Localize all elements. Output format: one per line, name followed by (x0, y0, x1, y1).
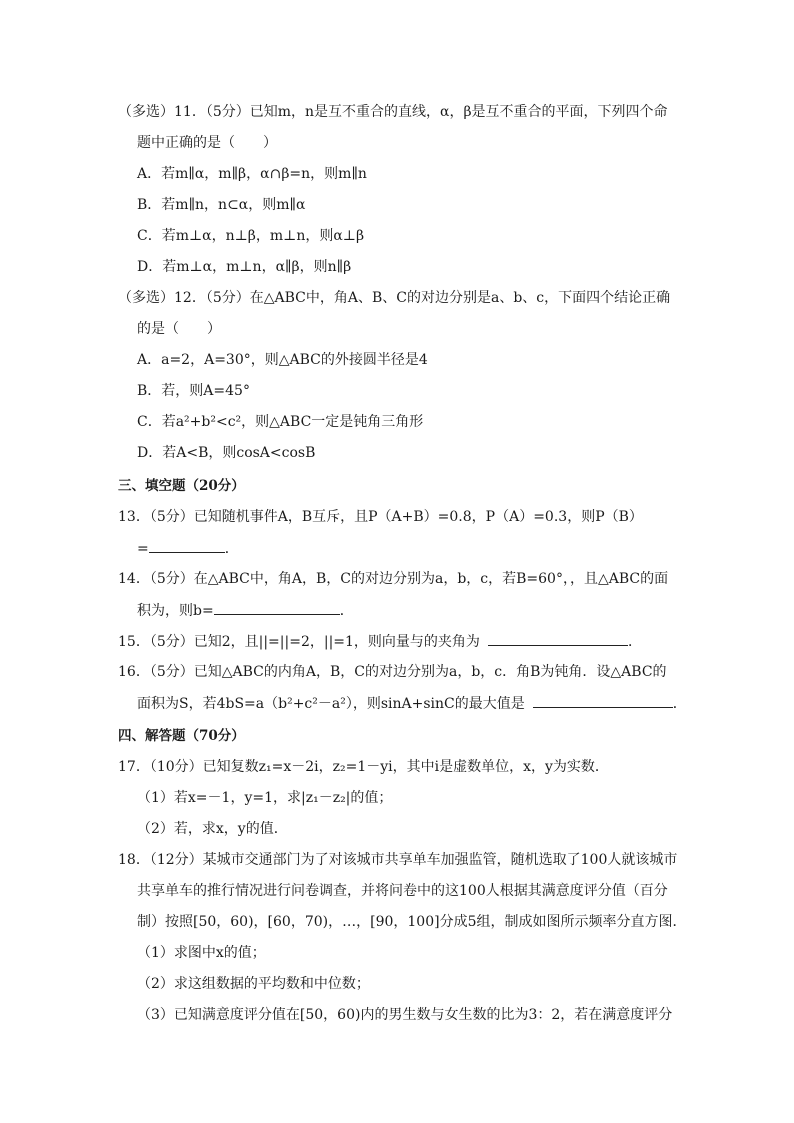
q12-stem-line1: （多选）12．（5分）在△ABC中，角A、B、C的对边分别是a、b、c，下面四个结论正确 (118, 290, 671, 306)
section-heading-solve: 四、解答题（70分） (118, 728, 245, 744)
q12-option-c: C．若a²+b²<c²，则△ABC一定是钝角三角形 (137, 414, 424, 430)
q11-option-b: B．若m∥n，n⊂α，则m∥α (137, 197, 306, 213)
q15-line1-prefix: 15．（5分）已知2，且||=||=2，||=1，则向量与的夹角为 (118, 634, 480, 650)
q12-option-a: A．a=2，A=30°，则△ABC的外接圆半径是4 (137, 352, 428, 368)
q11-option-a: A．若m∥α，m∥β，α∩β=n，则m∥n (137, 166, 367, 182)
q11-stem-line1: （多选）11．（5分）已知m，n是互不重合的直线，α，β是互不重合的平面，下列四个命 (118, 104, 668, 120)
q18-part-1: （1）求图中x的值； (137, 945, 266, 961)
q14-end-punct: ． (339, 603, 354, 619)
section-heading-fill-in: 三、填空题（20分） (118, 478, 245, 494)
q12-stem-line2: 的是（ ） (137, 321, 221, 337)
q14-line2-prefix: 积为，则b= (137, 603, 214, 619)
q15-line1 (118, 631, 642, 652)
q11-stem-line2: 题中正确的是（ ） (137, 135, 277, 151)
q18-part-3: （3）已知满意度评分值在[50，60)内的男生数与女生数的比为3：2，若在满意度评分 (137, 1007, 673, 1023)
q12-option-b: B．若，则A=45° (137, 383, 250, 399)
q18-part-2: （2）求这组数据的平均数和中位数； (137, 976, 370, 992)
q17-stem: 17．（10分）已知复数z₁=x－2i，z₂=1－yi，其中i是虚数单位，x，y为实数． (118, 759, 609, 775)
q11-option-d: D．若m⊥α，m⊥n，α∥β，则n∥β (137, 259, 352, 275)
q13-answer-blank (149, 538, 225, 553)
q16-line2 (137, 693, 687, 714)
q17-part-1: （1）若x=－1，y=1，求|z₁－z₂|的值； (137, 790, 393, 806)
q18-stem-line3: 制）按照[50，60)，[60，70)，…，[90，100]分成5组，制成如图所示频率分直方图． (137, 914, 687, 930)
q14-line1: 14．（5分）在△ABC中，角A，B，C的对边分别为a，b，c，若B=60°，，且△ABC的面 (118, 571, 669, 587)
q15-answer-blank (488, 631, 628, 646)
q14-answer-blank (214, 600, 340, 615)
q11-option-c: C．若m⊥α，n⊥β，m⊥n，则α⊥β (137, 228, 365, 244)
q18-stem-line1: 18．（12分）某城市交通部门为了对该城市共享单车加强监管，随机选取了100人就该城市 (118, 852, 678, 868)
q13-end-punct: ． (224, 541, 239, 557)
q16-line2-prefix: 面积为S，若4bS=a（b²+c²－a²），则sinA+sinC的最大值是 (137, 696, 525, 712)
q18-stem-line2: 共享单车的推行情况进行问卷调查，并将问卷中的这100人根据其满意度评分值（百分 (137, 883, 668, 899)
q13-line2 (137, 538, 239, 559)
q14-line2 (137, 600, 354, 621)
q17-part-2: （2）若，求x，y的值． (137, 821, 288, 837)
q16-end-punct: ． (672, 696, 687, 712)
q15-end-punct: ． (627, 634, 642, 650)
q13-line1: 13．（5分）已知随机事件A，B互斥，且P（A+B）=0.8，P（A）=0.3，则P（B） (118, 509, 643, 525)
q13-line2-prefix: = (137, 541, 149, 557)
q12-option-d: D．若A<B，则cosA<cosB (137, 445, 316, 461)
q16-line1: 16．（5分）已知△ABC的内角A，B，C的对边分别为a，b，c．角B为钝角．设△ABC的 (118, 664, 667, 680)
q16-answer-blank (533, 693, 673, 708)
